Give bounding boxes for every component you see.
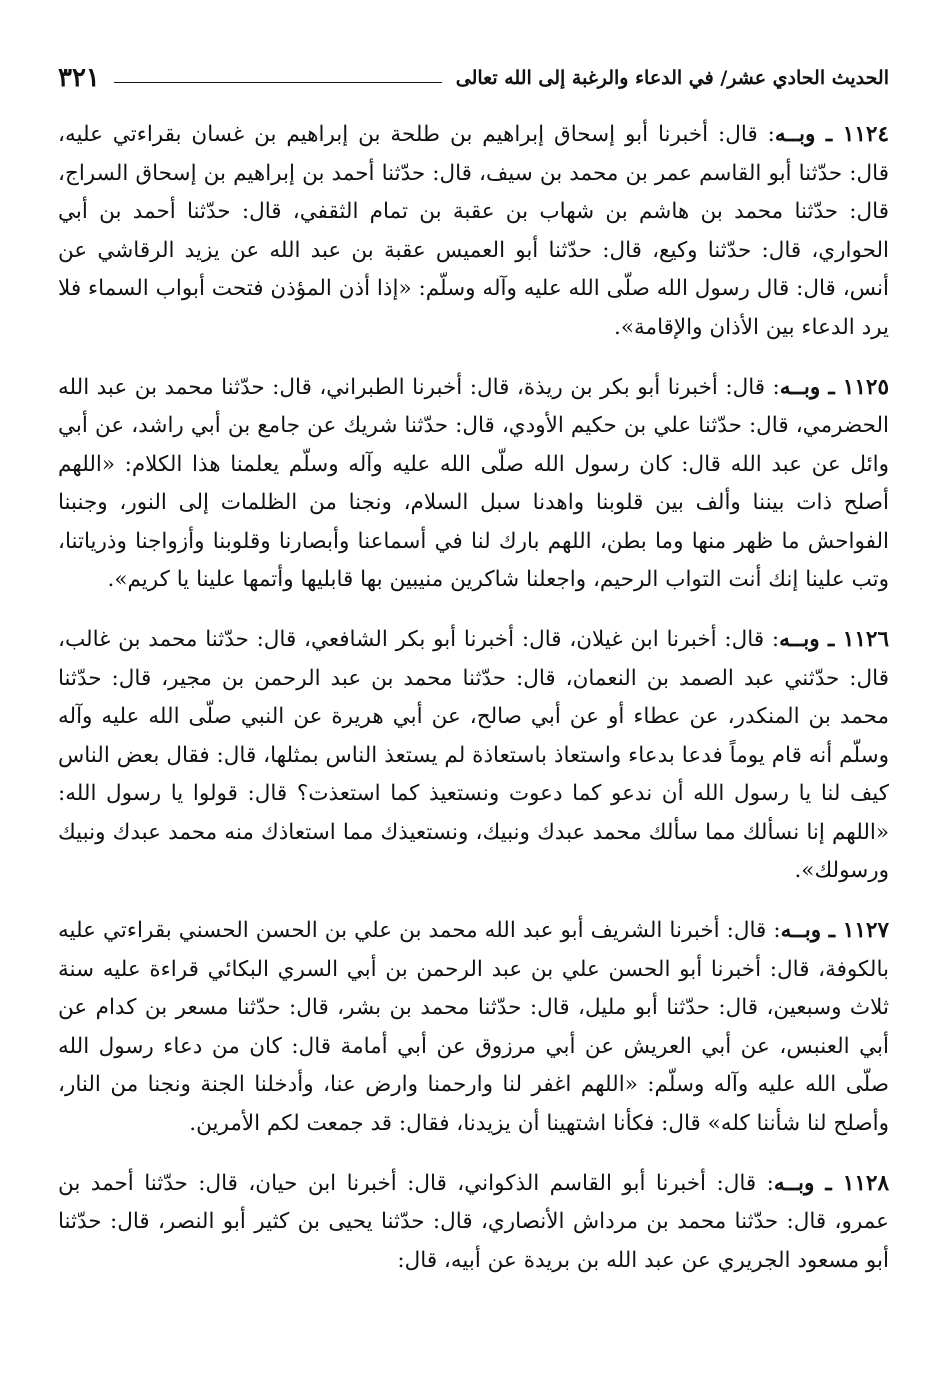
- hadith-text: : قال: أخبرنا أبو القاسم الذكواني، قال: أخبرنا ابن حيان، قال: حدّثنا أحمد بن عمرو، قال: حدّثنا محمد بن مرداش الأنصاري، قال: حدّثنا يحيى بن كثير أبو النصر، قال: حدّثنا أبو مسعود الجريري عن عبد الله بن بريدة عن أبيه، قال:: [58, 1170, 889, 1273]
- running-title: الحديث الحادي عشر/ في الدعاء والرغبة إلى الله تعالى: [455, 67, 889, 89]
- hadith-paragraph-1128: [58, 1165, 889, 1281]
- hadith-text: : قال: أخبرنا أبو إسحاق إبراهيم بن طلحة بن إبراهيم بن غسان بقراءتي عليه، قال: حدّثنا أبو القاسم عمر بن محمد بن سيف، قال: حدّثنا أحمد بن إبراهيم بن إسحاق السراج، قال: حدّثنا محمد بن هاشم بن شهاب بن عقبة بن تمام الثقفي، قال: حدّثنا أحمد بن أبي الحواري، قال: حدّثنا وكيع، قال: حدّثنا أبو العميس عقبة بن عبد الله عن يزيد الرقاشي عن أنس، قال: قال رسول الله صلّى الله عليه وآله وسلّم: «إذا أذن المؤذن فتحت أبواب السماء فلا يرد الدعاء بين الأذان والإقامة».: [58, 122, 889, 340]
- hadith-paragraph-1124: [58, 116, 889, 347]
- hadith-paragraph-1125: [58, 369, 889, 600]
- hadith-number: ١١٢٥ ـ وبــه: [779, 374, 889, 400]
- page-header: [58, 58, 889, 98]
- hadith-number: ١١٢٧ ـ وبــه: [780, 918, 889, 943]
- hadith-number: ١١٢٤ ـ وبــه: [774, 122, 889, 147]
- hadith-number: ١١٢٦ ـ وبــه: [779, 627, 889, 652]
- header-rule: [114, 82, 442, 83]
- page-number: ٣٢١: [58, 63, 100, 93]
- hadith-paragraph-1126: [58, 621, 889, 891]
- hadith-number: ١١٢٨ ـ وبــه: [773, 1170, 889, 1196]
- hadith-text: : قال: أخبرنا أبو بكر بن ريذة، قال: أخبرنا الطبراني، قال: حدّثنا محمد بن عبد الله الحضرمي، قال: حدّثنا علي بن حكيم الأودي، قال: حدّثنا شريك عن جامع بن أبي راشد، عن أبي وائل عن عبد الله قال: كان رسول الله صلّى الله عليه وآله وسلّم يعلمنا هذا الكلام: «اللهم أصلح ذات بيننا وألف بين قلوبنا واهدنا سبل السلام، ونجنا من الظلمات إلى النور، وجنبنا الفواحش ما ظهر منها وما بطن، اللهم بارك لنا في أسماعنا وأبصارنا وقلوبنا وأزواجنا وذرياتنا، وتب علينا إنك أنت التواب الرحيم، واجعلنا شاكرين منيبين بها قابليها وأتمها علينا يا كريم».: [58, 374, 889, 592]
- hadith-paragraph-1127: [58, 912, 889, 1143]
- hadith-text: : قال: أخبرنا الشريف أبو عبد الله محمد بن علي بن الحسن الحسني بقراءتي عليه بالكوفة، قال: أخبرنا أبو الحسن علي بن عبد الرحمن بن أبي السري البكائي قراءة عليه سنة ثلاث وسبعين، قال: حدّثنا أبو مليل، قال: حدّثنا محمد بن بشر، قال: حدّثنا مسعر بن كدام عن أبي العنبس، عن أبي العريش عن أبي مرزوق عن أبي أمامة قال: كان من دعاء رسول الله صلّى الله عليه وآله وسلّم: «اللهم اغفر لنا وارحمنا وارض عنا، وأدخلنا الجنة ونجنا من النار، وأصلح لنا شأننا كله» قال: فكأنا اشتهينا أن يزيدنا، فقال: قد جمعت لكم الأمرين.: [58, 918, 889, 1136]
- hadith-text: : قال: أخبرنا ابن غيلان، قال: أخبرنا أبو بكر الشافعي، قال: حدّثنا محمد بن غالب، قال: حدّثني عبد الصمد بن النعمان، قال: حدّثنا محمد بن عبد الرحمن بن مجير، قال: حدّثنا محمد بن المنكدر، عن عطاء أو عن أبي صالح، عن أبي هريرة عن النبي صلّى الله عليه وآله وسلّم أنه قام يوماً فدعا بدعاء واستعاذ باستعاذة لم يستعذ الناس بمثلها، قال: فقال بعض الناس كيف لنا يا رسول الله أن ندعو كما دعوت ونستعيذ كما استعذت؟ قال: قولوا يا رسول الله: «اللهم إنا نسألك مما سألك محمد عبدك ونبيك، ونستعيذك مما استعاذك منه محمد عبدك ونبيك ورسولك».: [58, 627, 889, 883]
